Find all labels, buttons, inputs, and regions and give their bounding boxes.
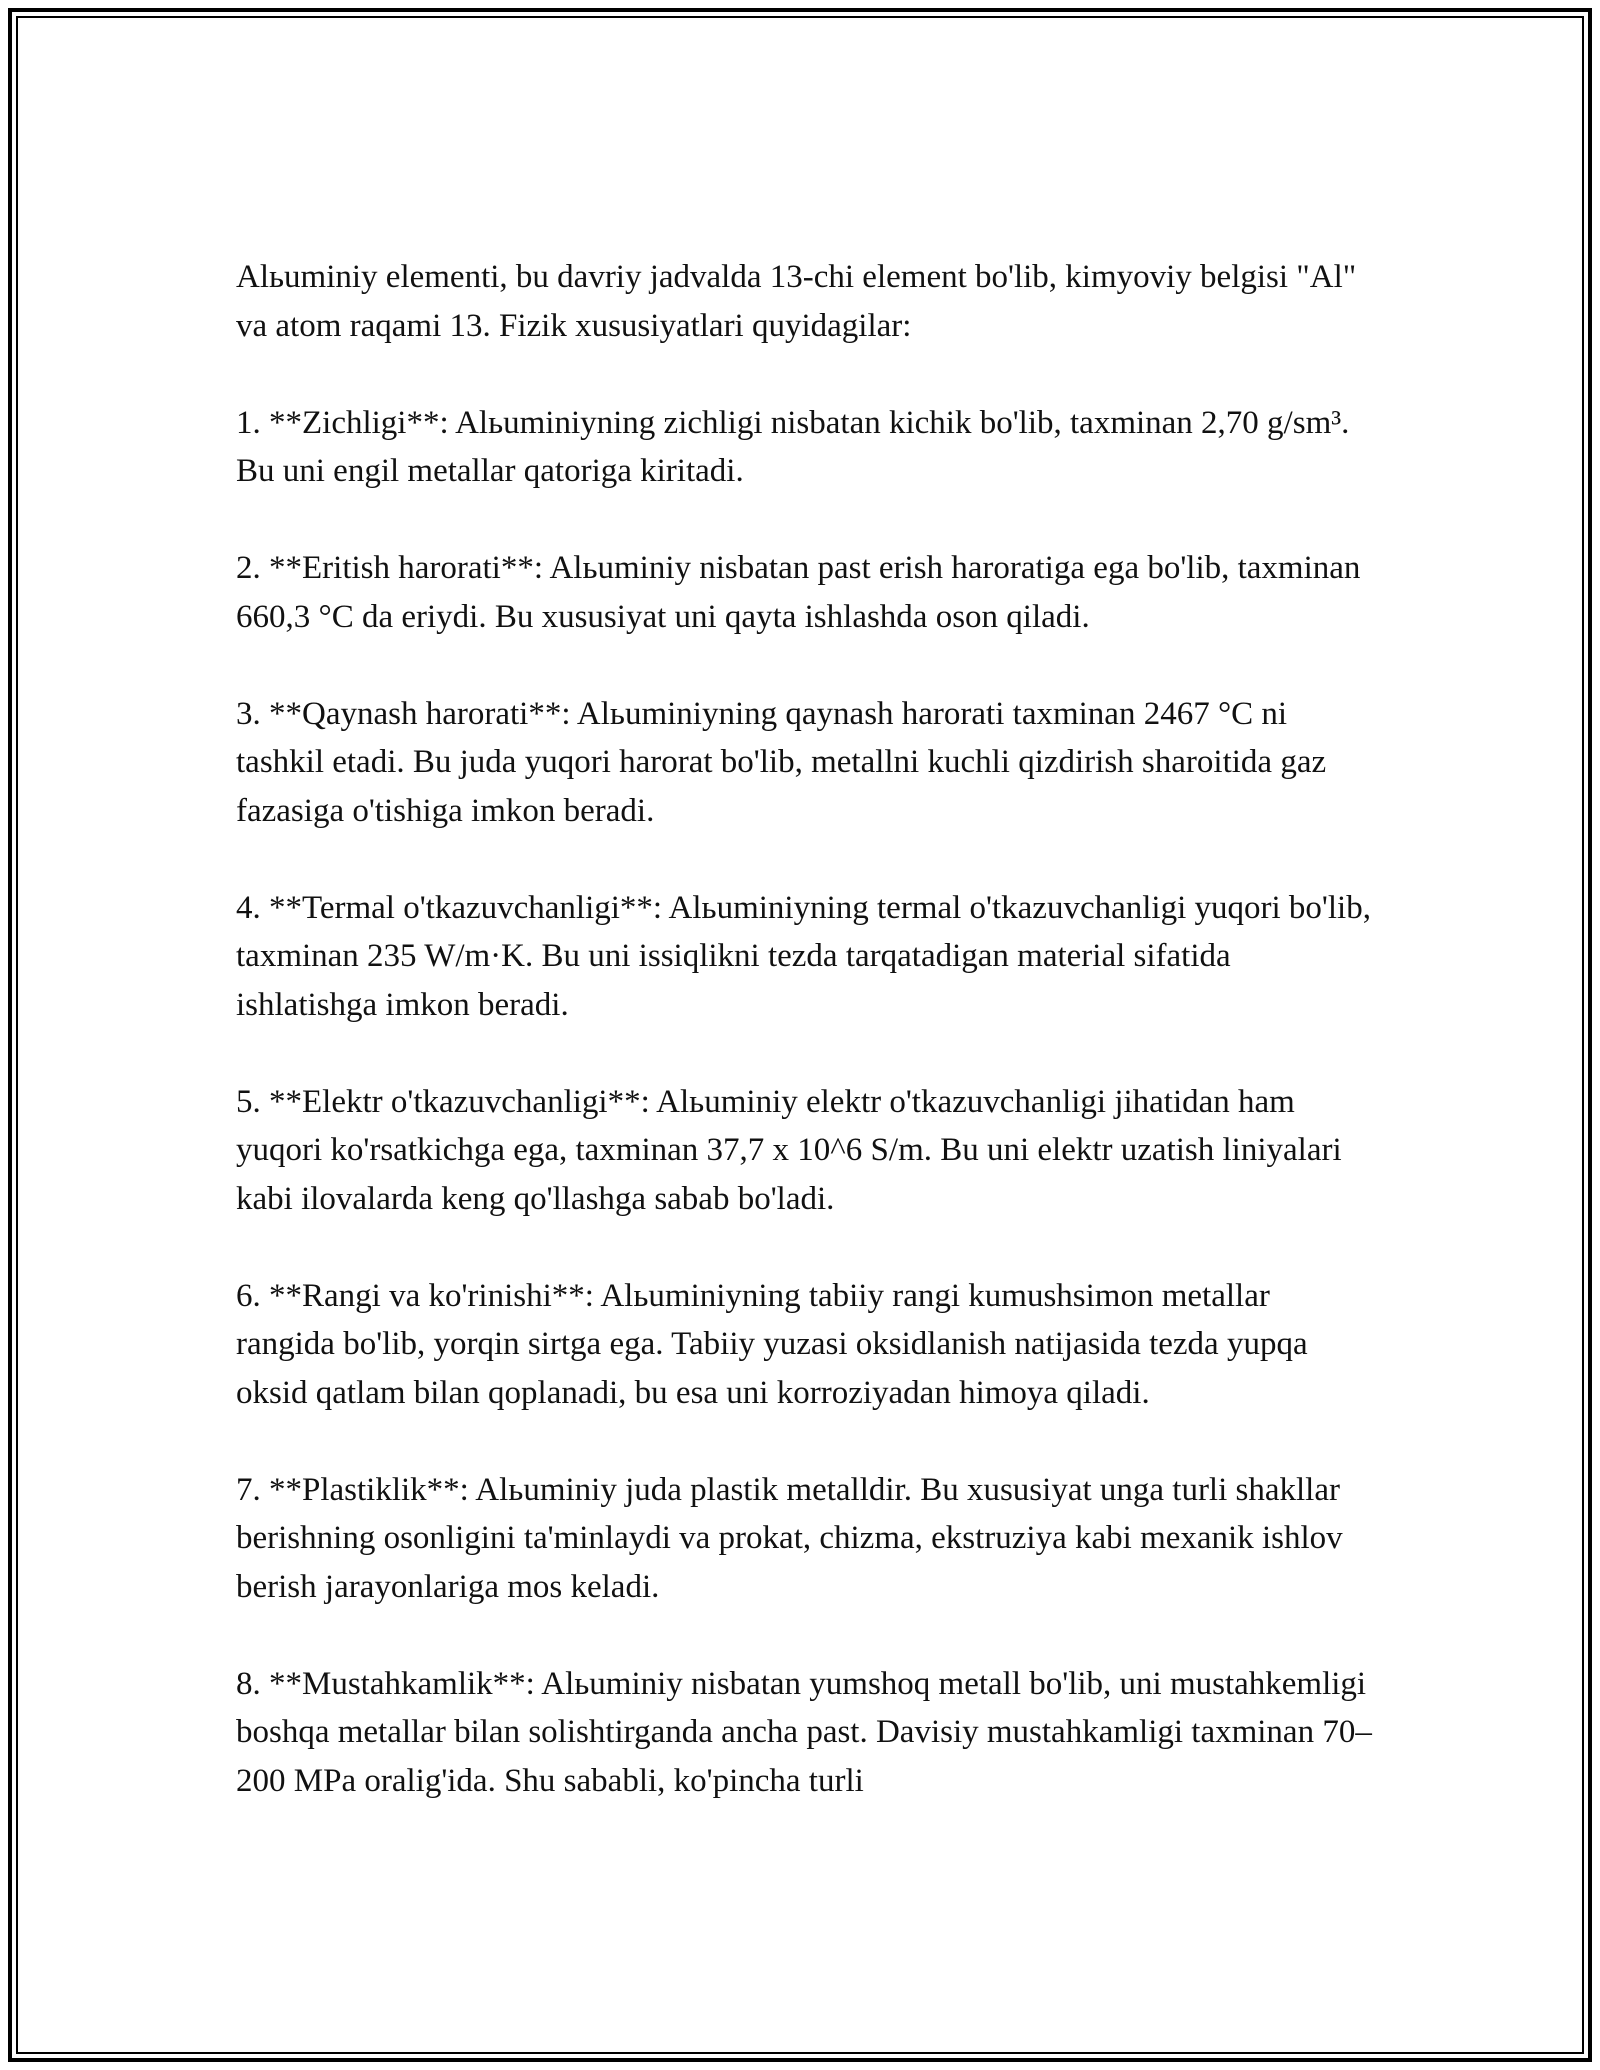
list-item-density: 1. **Zichligi**: Alьuminiyning zichligi nisbatan kichik bo'lib, taxminan 2,70 g/sm³. Bu uni engil metallar qatoriga kiritadi. bbox=[236, 404, 1350, 489]
list-item-color-appearance: 6. **Rangi va ko'rinishi**: Alьuminiyning tabiiy rangi kumushsimon metallar rangida bo'lib, yorqin sirtga ega. Tabiiy yuzasi oksidlanish natijasida tezda yupqa oksid qatlam bilan qoplanadi, bu esa uni korroziyadan himoya qiladi. bbox=[236, 1277, 1308, 1411]
list-item-melting-point: 2. **Eritish harorati**: Alьuminiy nisbatan past erish haroratiga ega bo'lib, taxminan 660,3 °C da eriydi. Bu xususiyat uni qayta ishlashda oson qiladi. bbox=[236, 550, 1361, 635]
list-item-electrical-conductivity: 5. **Elektr o'tkazuvchanligi**: Alьuminiy elektr o'tkazuvchanligi jihatidan ham yuqori ko'rsatkichga ega, taxminan 37,7 x 10^6 S/m. Bu uni elektr uzatish liniyalari kabi ilovalarda keng qo'llashga sabab bo'ladi. bbox=[236, 1083, 1342, 1217]
list-item-thermal-conductivity: 4. **Termal o'tkazuvchanligi**: Alьuminiyning termal o'tkazuvchanligi yuqori bo'lib, taxminan 235 W/m·K. Bu uni issiqlikni tezda tarqatadigan material sifatida ishlatishga imkon beradi. bbox=[236, 889, 1371, 1023]
list-item-plasticity: 7. **Plastiklik**: Alьuminiy juda plastik metalldir. Bu xususiyat unga turli shakllar berishning osonligini ta'minlaydi va prokat, chizma, ekstruziya kabi mexanik ishlov berish jarayonlariga mos keladi. bbox=[236, 1471, 1343, 1605]
intro-paragraph: Alьuminiy elementi, bu davriy jadvalda 13-chi element bo'lib, kimyoviy belgisi "Al" va atom raqami 13. Fizik xususiyatlari quyidagilar: bbox=[236, 259, 1357, 344]
list-item-boiling-point: 3. **Qaynash harorati**: Alьuminiyning qaynash harorati taxminan 2467 °C ni tashkil etadi. Bu juda yuqori harorat bo'lib, metallni kuchli qizdirish sharoitida gaz fazasiga o'tishiga imkon beradi. bbox=[236, 695, 1327, 829]
document-body bbox=[236, 253, 1376, 1854]
list-item-strength: 8. **Mustahkamlik**: Alьuminiy nisbatan yumshoq metall bo'lib, uni mustahkemligi boshqa metallar bilan solishtirganda ancha past. Davisiy mustahkamligi taxminan 70–200 MPa oralig'ida. Shu sababli, ko'pincha turli bbox=[236, 1665, 1372, 1799]
